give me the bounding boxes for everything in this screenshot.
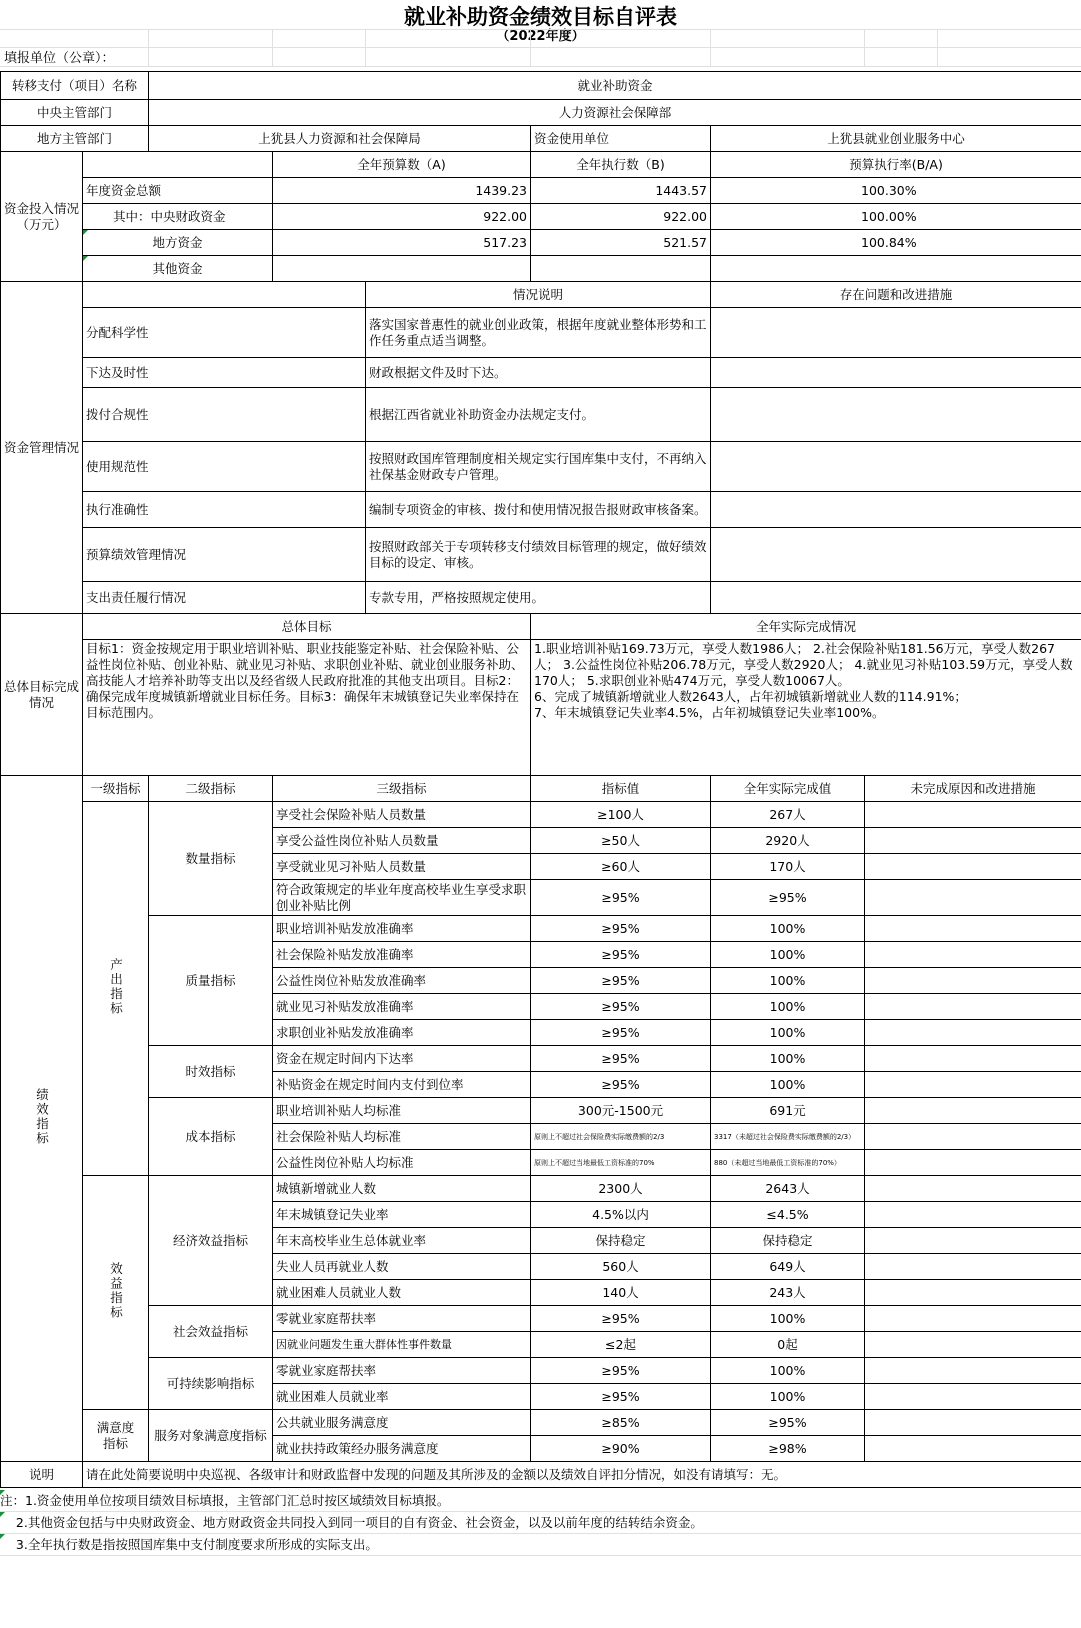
perf-target-value: 保持稳定: [531, 1228, 711, 1254]
perf-level2-cell: 质量指标: [149, 916, 273, 1046]
mgmt-row-issues: [711, 528, 1081, 582]
perf-target-value: ≥95%: [531, 994, 711, 1020]
perf-level1-cell: 满意度指标: [83, 1410, 149, 1462]
mgmt-row-desc: 专款专用，严格按照规定使用。: [366, 582, 711, 614]
table-row: [1, 442, 1081, 492]
mgmt-header-empty: [83, 282, 366, 308]
perf-level3-name: 公益性岗位补贴人均标准: [273, 1150, 531, 1176]
perf-actual-value: 880（未超过当地最低工资标准的70%）: [711, 1150, 865, 1176]
table-row: [1, 152, 1081, 178]
perf-reason-value: [865, 994, 1081, 1020]
perf-level1-text: 产出指标: [108, 957, 124, 1016]
funds-row-budget: 922.00: [273, 204, 531, 230]
perf-target-value: 4.5%以内: [531, 1202, 711, 1228]
perf-reason-value: [865, 854, 1081, 880]
table-row: [1, 614, 1081, 640]
perf-level2-cell: 经济效益指标: [149, 1176, 273, 1306]
perf-target-value: ≥95%: [531, 1358, 711, 1384]
perf-level3-name: 资金在规定时间内下达率: [273, 1046, 531, 1072]
perf-target-value: ≥60人: [531, 854, 711, 880]
perf-reason-value: [865, 880, 1081, 916]
mgmt-row-desc: 按照财政部关于专项转移支付绩效目标管理的规定，做好绩效目标的设定、审核。: [366, 528, 711, 582]
overall-actual-line: 7、年末城镇登记失业率4.5%，占年初城镇登记失业率100%。: [534, 705, 885, 720]
perf-level2-cell: 成本指标: [149, 1098, 273, 1176]
mgmt-row-name: 预算绩效管理情况: [83, 528, 366, 582]
mgmt-row-desc: 落实国家普惠性的就业创业政策，根据年度就业整体形势和工作任务重点适当调整。: [366, 308, 711, 358]
table-row: [1, 308, 1081, 358]
perf-level1-text: 效益指标: [108, 1261, 124, 1320]
grid-line: [530, 30, 531, 66]
mgmt-row-desc: 财政根据文件及时下达。: [366, 358, 711, 388]
overall-actual: [531, 640, 1081, 776]
overall-goal: 目标1：资金按规定用于职业培训补贴、职业技能鉴定补贴、社会保险补贴、公益性岗位补贴、创业补贴、就业见习补贴、求职创业补贴、就业创业服务补助、高技能人才培养补助等支出以及经省级人民政府批准的其他支出项目。目标2：确保完成年度城镇新增就业目标任务。目标3：确保年末城镇登记失业率保持在目标范围内。: [83, 640, 531, 776]
perf-level3-name: 年末城镇登记失业率: [273, 1202, 531, 1228]
local-dept-label: 地方主管部门: [1, 126, 149, 152]
perf-reason-value: [865, 1280, 1081, 1306]
funds-row-rate: 100.00%: [711, 204, 1081, 230]
notes: [0, 1490, 1081, 1556]
perf-actual-value: 100%: [711, 942, 865, 968]
perf-actual-value: 267人: [711, 802, 865, 828]
perf-reason-value: [865, 1332, 1081, 1358]
table-row: [1, 282, 1081, 308]
table-row: [1, 204, 1081, 230]
overall-actual-line: 6、完成了城镇新增就业人数2643人，占年初城镇新增就业人数的114.91%；: [534, 689, 967, 704]
perf-header-level3: 三级指标: [273, 776, 531, 802]
perf-actual-value: 2643人: [711, 1176, 865, 1202]
perf-level3-name: 享受就业见习补贴人员数量: [273, 854, 531, 880]
table-row: [1, 1046, 1081, 1072]
mgmt-row-name: 使用规范性: [83, 442, 366, 492]
mgmt-row-desc: 根据江西省就业补助资金办法规定支付。: [366, 388, 711, 442]
explain-label: 说明: [1, 1462, 83, 1488]
perf-actual-value: 243人: [711, 1280, 865, 1306]
perf-reason-value: [865, 942, 1081, 968]
funds-row-executed: 922.00: [531, 204, 711, 230]
funds-row-executed: 1443.57: [531, 178, 711, 204]
funds-row-rate: 100.84%: [711, 230, 1081, 256]
perf-level3-name: 零就业家庭帮扶率: [273, 1306, 531, 1332]
perf-reason-value: [865, 1020, 1081, 1046]
funds-row-name: 其中：中央财政资金: [83, 204, 273, 230]
funds-row-name: 其他资金: [83, 256, 273, 282]
perf-reason-value: [865, 1358, 1081, 1384]
mgmt-label: 资金管理情况: [1, 282, 83, 614]
explain-text: 请在此处简要说明中央巡视、各级审计和财政监督中发现的问题及其所涉及的金额以及绩效自评扣分情况，如没有请填写：无。: [83, 1462, 1081, 1488]
table-row: [1, 178, 1081, 204]
perf-actual-value: 2920人: [711, 828, 865, 854]
overall-actual-line: 1.职业培训补贴169.73万元，享受人数1986人； 2.社会保险补贴181.56万元，享受人数267人； 3.公益性岗位补贴206.78万元，享受人数2920人； 4.就业见习补贴103.59万元，享受人数170人； 5.求职创业补贴474万元，享受人数10067人。: [534, 641, 1073, 688]
report-year: （2022年度）: [496, 29, 585, 44]
overall-header-goal: 总体目标: [83, 614, 531, 640]
funds-row-name: 地方资金: [83, 230, 273, 256]
table-row: [1, 802, 1081, 828]
perf-level2-cell: 社会效益指标: [149, 1306, 273, 1358]
perf-level3-name: 就业扶持政策经办服务满意度: [273, 1436, 531, 1462]
page-title: 就业补助资金绩效目标自评表: [404, 5, 677, 29]
perf-level3-name: 年末高校毕业生总体就业率: [273, 1228, 531, 1254]
perf-level3-name: 就业困难人员就业率: [273, 1384, 531, 1410]
mgmt-row-issues: [711, 308, 1081, 358]
mgmt-row-issues: [711, 582, 1081, 614]
table-row: [1, 1358, 1081, 1384]
table-row: [1, 72, 1081, 100]
perf-reason-value: [865, 916, 1081, 942]
perf-actual-value: ≥95%: [711, 1410, 865, 1436]
table-row: [1, 100, 1081, 126]
perf-target-value: ≥95%: [531, 1306, 711, 1332]
perf-level3-name: 社会保险补贴人均标准: [273, 1124, 531, 1150]
perf-level3-name: 公益性岗位补贴发放准确率: [273, 968, 531, 994]
perf-reason-value: [865, 1254, 1081, 1280]
perf-reason-value: [865, 1410, 1081, 1436]
perf-target-value: 560人: [531, 1254, 711, 1280]
perf-actual-value: 0起: [711, 1332, 865, 1358]
table-row: [1, 528, 1081, 582]
mgmt-row-issues: [711, 442, 1081, 492]
overall-label: 总体目标完成情况: [1, 614, 83, 776]
perf-actual-value: 100%: [711, 916, 865, 942]
perf-label: [1, 776, 83, 1462]
perf-level2-cell: 服务对象满意度指标: [149, 1410, 273, 1462]
table-row: [1, 582, 1081, 614]
perf-target-value: 300元-1500元: [531, 1098, 711, 1124]
funds-row-name: 年度资金总额: [83, 178, 273, 204]
funds-header-rate: 预算执行率(B/A): [711, 152, 1081, 178]
perf-target-value: ≥95%: [531, 1020, 711, 1046]
table-row: [1, 640, 1081, 776]
perf-level2-cell: 可持续影响指标: [149, 1358, 273, 1410]
mgmt-row-name: 分配科学性: [83, 308, 366, 358]
perf-actual-value: 3317（未超过社会保险费实际缴费额的2/3）: [711, 1124, 865, 1150]
perf-target-value: ≥95%: [531, 1384, 711, 1410]
perf-level3-name: 社会保险补贴发放准确率: [273, 942, 531, 968]
perf-actual-value: 100%: [711, 1072, 865, 1098]
perf-target-value: ≥95%: [531, 1072, 711, 1098]
perf-target-value: 140人: [531, 1280, 711, 1306]
grid-line: [0, 47, 1081, 48]
perf-level2-cell: 时效指标: [149, 1046, 273, 1098]
perf-level1-cell: [83, 1176, 149, 1410]
fund-user-label: 资金使用单位: [531, 126, 711, 152]
perf-reason-value: [865, 968, 1081, 994]
perf-header-actual: 全年实际完成值: [711, 776, 865, 802]
funds-header-budget: 全年预算数（A): [273, 152, 531, 178]
funds-row-executed: [531, 256, 711, 282]
grid-line: [365, 30, 366, 66]
perf-reason-value: [865, 1124, 1081, 1150]
perf-target-value: 原则上不超过社会保险费实际缴费额的2/3: [531, 1124, 711, 1150]
funds-label: 资金投入情况（万元）: [1, 152, 83, 282]
grid-line: [937, 30, 938, 66]
table-row: [1, 126, 1081, 152]
perf-reason-value: [865, 1228, 1081, 1254]
perf-actual-value: 170人: [711, 854, 865, 880]
perf-level3-name: 职业培训补贴人均标准: [273, 1098, 531, 1124]
perf-target-value: ≥90%: [531, 1436, 711, 1462]
grid-line: [864, 30, 865, 66]
mgmt-row-issues: [711, 492, 1081, 528]
perf-reason-value: [865, 1384, 1081, 1410]
perf-reason-value: [865, 1436, 1081, 1462]
funds-row-executed: 521.57: [531, 230, 711, 256]
self-evaluation-table: [0, 71, 1081, 1488]
perf-level3-name: 职业培训补贴发放准确率: [273, 916, 531, 942]
perf-target-value: ≥95%: [531, 916, 711, 942]
table-row: [1, 1306, 1081, 1332]
perf-reason-value: [865, 1046, 1081, 1072]
mgmt-row-name: 下达及时性: [83, 358, 366, 388]
perf-actual-value: 100%: [711, 968, 865, 994]
table-row: [1, 492, 1081, 528]
funds-row-rate: [711, 256, 1081, 282]
perf-reason-value: [865, 1176, 1081, 1202]
perf-level1-cell: [83, 802, 149, 1176]
perf-reason-value: [865, 1202, 1081, 1228]
table-row: [1, 388, 1081, 442]
mgmt-header-issues: 存在问题和改进措施: [711, 282, 1081, 308]
perf-reason-value: [865, 828, 1081, 854]
grid-line: [148, 30, 149, 66]
local-dept-value: 上犹县人力资源和社会保障局: [149, 126, 531, 152]
table-row: [1, 1176, 1081, 1202]
perf-header-reason: 未完成原因和改进措施: [865, 776, 1081, 802]
mgmt-row-name: 支出责任履行情况: [83, 582, 366, 614]
perf-actual-value: 100%: [711, 1384, 865, 1410]
overall-header-actual: 全年实际完成情况: [531, 614, 1081, 640]
funds-row-budget: 517.23: [273, 230, 531, 256]
grid-line: [710, 30, 711, 66]
perf-target-value: ≥95%: [531, 1046, 711, 1072]
perf-level3-name: 补贴资金在规定时间内支付到位率: [273, 1072, 531, 1098]
perf-actual-value: 100%: [711, 1020, 865, 1046]
table-row: [1, 1462, 1081, 1488]
note-line: 3.全年执行数是指按照国库集中支付制度要求所形成的实际支出。: [0, 1534, 1081, 1556]
central-dept-value: 人力资源社会保障部: [149, 100, 1081, 126]
perf-level3-name: 就业困难人员就业人数: [273, 1280, 531, 1306]
mgmt-row-desc: 编制专项资金的审核、拨付和使用情况报告报财政审核备案。: [366, 492, 711, 528]
table-row: [1, 358, 1081, 388]
funds-row-rate: 100.30%: [711, 178, 1081, 204]
perf-actual-value: 保持稳定: [711, 1228, 865, 1254]
note-line: 注：1.资金使用单位按项目绩效目标填报，主管部门汇总时按区域绩效目标填报。: [0, 1490, 1081, 1512]
fill-unit-label: 填报单位（公章）：: [4, 51, 115, 66]
perf-actual-value: 100%: [711, 1046, 865, 1072]
fund-user-value: 上犹县就业创业服务中心: [711, 126, 1081, 152]
mgmt-row-name: 执行准确性: [83, 492, 366, 528]
central-dept-label: 中央主管部门: [1, 100, 149, 126]
table-row: [1, 230, 1081, 256]
perf-level3-name: 因就业问题发生重大群体性事件数量: [273, 1332, 531, 1358]
perf-target-value: ≥85%: [531, 1410, 711, 1436]
funds-header-empty: [83, 152, 273, 178]
perf-label-text: 绩效指标: [34, 1087, 50, 1146]
perf-actual-value: 691元: [711, 1098, 865, 1124]
perf-target-value: ≥95%: [531, 968, 711, 994]
grid-line: [0, 66, 1081, 67]
perf-reason-value: [865, 1072, 1081, 1098]
perf-level3-name: 城镇新增就业人数: [273, 1176, 531, 1202]
perf-reason-value: [865, 1306, 1081, 1332]
table-row: [1, 256, 1081, 282]
perf-actual-value: 100%: [711, 994, 865, 1020]
perf-actual-value: 100%: [711, 1358, 865, 1384]
perf-level3-name: 符合政策规定的毕业年度高校毕业生享受求职创业补贴比例: [273, 880, 531, 916]
project-value: 就业补助资金: [149, 72, 1081, 100]
perf-reason-value: [865, 1098, 1081, 1124]
perf-target-value: 原则上不超过当地最低工资标准的70%: [531, 1150, 711, 1176]
mgmt-row-issues: [711, 388, 1081, 442]
table-row: [1, 1098, 1081, 1124]
perf-actual-value: ≥95%: [711, 880, 865, 916]
mgmt-row-desc: 按照财政国库管理制度相关规定实行国库集中支付，不再纳入社保基金财政专户管理。: [366, 442, 711, 492]
perf-actual-value: ≥98%: [711, 1436, 865, 1462]
funds-row-budget: [273, 256, 531, 282]
mgmt-row-name: 拨付合规性: [83, 388, 366, 442]
perf-reason-value: [865, 802, 1081, 828]
perf-level3-name: 公共就业服务满意度: [273, 1410, 531, 1436]
table-row: [1, 776, 1081, 802]
perf-header-target: 指标值: [531, 776, 711, 802]
perf-target-value: ≥50人: [531, 828, 711, 854]
table-row: [1, 916, 1081, 942]
perf-target-value: ≤2起: [531, 1332, 711, 1358]
mgmt-header-desc: 情况说明: [366, 282, 711, 308]
funds-row-budget: 1439.23: [273, 178, 531, 204]
perf-header-level1: 一级指标: [83, 776, 149, 802]
note-line: 2.其他资金包括与中央财政资金、地方财政资金共同投入到同一项目的自有资金、社会资金，以及以前年度的结转结余资金。: [0, 1512, 1081, 1534]
project-label: 转移支付（项目）名称: [1, 72, 149, 100]
perf-level3-name: 享受公益性岗位补贴人员数量: [273, 828, 531, 854]
perf-level3-name: 求职创业补贴发放准确率: [273, 1020, 531, 1046]
perf-reason-value: [865, 1150, 1081, 1176]
perf-actual-value: ≤4.5%: [711, 1202, 865, 1228]
funds-header-executed: 全年执行数（B): [531, 152, 711, 178]
perf-actual-value: 649人: [711, 1254, 865, 1280]
grid-line: [272, 30, 273, 66]
perf-level2-cell: 数量指标: [149, 802, 273, 916]
perf-target-value: ≥100人: [531, 802, 711, 828]
perf-target-value: ≥95%: [531, 880, 711, 916]
table-row: [1, 1410, 1081, 1436]
perf-level3-name: 享受社会保险补贴人员数量: [273, 802, 531, 828]
perf-level3-name: 就业见习补贴发放准确率: [273, 994, 531, 1020]
perf-level3-name: 失业人员再就业人数: [273, 1254, 531, 1280]
perf-actual-value: 100%: [711, 1306, 865, 1332]
perf-target-value: 2300人: [531, 1176, 711, 1202]
perf-target-value: ≥95%: [531, 942, 711, 968]
perf-header-level2: 二级指标: [149, 776, 273, 802]
mgmt-row-issues: [711, 358, 1081, 388]
perf-level3-name: 零就业家庭帮扶率: [273, 1358, 531, 1384]
grid-line: [0, 29, 1081, 30]
